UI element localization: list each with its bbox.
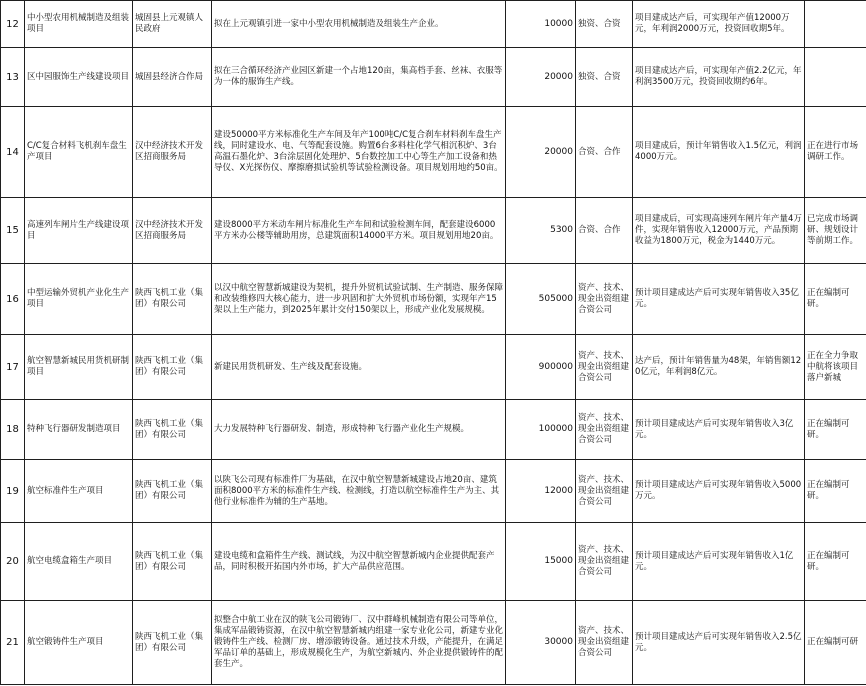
table-row <box>1 198 866 264</box>
project-content: 拟整合中航工业在汉的陕飞公司锻铸厂、汉中群峰机械制造有限公司等单位，集成军品锻铸资源，在汉中航空智慧新城内组建一家专业化公司，新建专业化锻铸件生产线、检测厂房、增添锻铸设备。通过技术升级，产能提升，在满足军品订单的基础上，形成规模化生产，为航空新城内、外企业提供锻铸件的配套生产。 <box>212 601 506 685</box>
progress-status <box>805 1 866 48</box>
table-row <box>1 48 866 107</box>
cooperation-mode: 独资、合资 <box>576 1 633 48</box>
cooperation-mode: 资产、技术、现金出资组建合资公司 <box>576 523 633 601</box>
table-row <box>1 460 866 523</box>
expected-benefit: 预计项目建成达产后可实现年销售收入35亿元。 <box>633 264 805 335</box>
progress-status: 正在编制可研。 <box>805 264 866 335</box>
expected-benefit: 预计项目建成达产后可实现年销售收入3亿元。 <box>633 400 805 460</box>
project-content: 拟在三合循环经济产业园区新建一个占地120亩，集高档手套、丝袜、衣服等为一体的服饰生产线。 <box>212 48 506 107</box>
project-name: 航空标准件生产项目 <box>25 460 133 523</box>
cooperation-mode: 资产、技术、现金出资组建合资公司 <box>576 400 633 460</box>
investment-amount: 20000 <box>506 48 576 107</box>
cooperation-mode: 资产、技术、现金出资组建合资公司 <box>576 460 633 523</box>
expected-benefit: 预计项目建成达产后可实现年销售收入2.5亿元。 <box>633 601 805 685</box>
expected-benefit: 达产后，预计年销售量为48架，年销售额120亿元，年利润8亿元。 <box>633 335 805 400</box>
cooperation-mode: 合资、合作 <box>576 107 633 198</box>
investment-amount: 5300 <box>506 198 576 264</box>
project-name: 中型运输外贸机产业化生产项目 <box>25 264 133 335</box>
responsible-unit: 城固县上元观镇人民政府 <box>133 1 212 48</box>
responsible-unit: 城固县经济合作局 <box>133 48 212 107</box>
table-row <box>1 1 866 48</box>
row-number: 21 <box>1 601 25 685</box>
progress-status: 正在编制可研。 <box>805 400 866 460</box>
cooperation-mode: 合资、合作 <box>576 198 633 264</box>
table-row <box>1 107 866 198</box>
project-name: 中小型农用机械制造及组装项目 <box>25 1 133 48</box>
project-content: 以陕飞公司现有标准件厂为基础，在汉中航空智慧新城建设占地20亩、建筑面积8000平方米的标准件生产线、检测线，打造以航空标准件生产为主、其他行业标准件为辅的生产基地。 <box>212 460 506 523</box>
progress-status: 正在进行市场调研工作。 <box>805 107 866 198</box>
progress-status <box>805 48 866 107</box>
row-number: 13 <box>1 48 25 107</box>
row-number: 15 <box>1 198 25 264</box>
project-content: 以汉中航空智慧新城建设为契机，提升外贸机试验试制、生产制造、服务保障和改装维修四大核心能力，进一步巩固和扩大外贸机市场份额，实现年产15架以上生产能力，到2025年累计交付150架以上，形成产业化发展规模。 <box>212 264 506 335</box>
expected-benefit: 项目建成后，预计年销售收入1.5亿元，利润4000万元。 <box>633 107 805 198</box>
project-name: 航空智慧新城民用货机研制项目 <box>25 335 133 400</box>
expected-benefit: 预计项目建成达产后可实现年销售收入1亿元。 <box>633 523 805 601</box>
progress-status: 正在编制可研。 <box>805 523 866 601</box>
cooperation-mode: 资产、技术、现金出资组建合资公司 <box>576 601 633 685</box>
project-name: 区中园服饰生产线建设项目 <box>25 48 133 107</box>
row-number: 20 <box>1 523 25 601</box>
responsible-unit: 陕西飞机工业（集团）有限公司 <box>133 264 212 335</box>
progress-status: 正在全力争取中航将该项目落户新城 <box>805 335 866 400</box>
project-content: 建设8000平方米动车闸片标准化生产车间和试验检测车间，配套建设6000平方米办公楼等辅助用房，总建筑面积14000平方米。项目规划用地20亩。 <box>212 198 506 264</box>
expected-benefit: 预计项目建成达产后可实现年销售收入5000万元。 <box>633 460 805 523</box>
project-content: 建设50000平方米标准化生产车间及年产100吨C/C复合刹车材料刹车盘生产线，同时建设水、电、气等配套设施。购置6台多料柱化学气相沉积炉、3台高温石墨化炉、3台涂层固化处理炉、5台数控加工中心等生产加工设备和热导仪、X光探伤仪、摩擦磨损试验机等试验检测设备。项目规划用地约50亩。 <box>212 107 506 198</box>
table-row <box>1 400 866 460</box>
responsible-unit: 汉中经济技术开发区招商服务局 <box>133 198 212 264</box>
investment-amount: 12000 <box>506 460 576 523</box>
row-number: 12 <box>1 1 25 48</box>
progress-status: 正在编制可研。 <box>805 460 866 523</box>
expected-benefit: 项目建成达产后，可实现年产值2.2亿元，年利润3500万元，投资回收期约6年。 <box>633 48 805 107</box>
responsible-unit: 陕西飞机工业（集团）有限公司 <box>133 335 212 400</box>
project-content: 拟在上元观镇引进一家中小型农用机械制造及组装生产企业。 <box>212 1 506 48</box>
cooperation-mode: 资产、技术、现金出资组建合资公司 <box>576 335 633 400</box>
expected-benefit: 项目建成后，可实现高速列车闸片年产量4万件，实现年销售收入12000万元，产品预期收益为1800万元，税金为1440万元。 <box>633 198 805 264</box>
responsible-unit: 汉中经济技术开发区招商服务局 <box>133 107 212 198</box>
row-number: 19 <box>1 460 25 523</box>
table-row <box>1 523 866 601</box>
progress-status: 正在编制可研 <box>805 601 866 685</box>
row-number: 14 <box>1 107 25 198</box>
project-content: 大力发展特种飞行器研发、制造，形成特种飞行器产业化生产规模。 <box>212 400 506 460</box>
project-content: 新建民用货机研发、生产线及配套设施。 <box>212 335 506 400</box>
responsible-unit: 陕西飞机工业（集团）有限公司 <box>133 400 212 460</box>
project-name: 高速列车闸片生产线建设项目 <box>25 198 133 264</box>
cooperation-mode: 独资、合资 <box>576 48 633 107</box>
cooperation-mode: 资产、技术、现金出资组建合资公司 <box>576 264 633 335</box>
project-name: 航空锻铸件生产项目 <box>25 601 133 685</box>
project-name: 航空电缆盒箱生产项目 <box>25 523 133 601</box>
table-row <box>1 601 866 685</box>
expected-benefit: 项目建成达产后，可实现年产值12000万元，年利润2000万元，投资回收期5年。 <box>633 1 805 48</box>
project-content: 建设电缆和盒箱件生产线、测试线，为汉中航空智慧新城内企业提供配套产品，同时积极开拓国内外市场，扩大产品供应范围。 <box>212 523 506 601</box>
responsible-unit: 陕西飞机工业（集团）有限公司 <box>133 601 212 685</box>
progress-status: 已完成市场调研、规划设计等前期工作。 <box>805 198 866 264</box>
table-body <box>1 1 866 685</box>
investment-amount: 20000 <box>506 107 576 198</box>
project-name: 特种飞行器研发制造项目 <box>25 400 133 460</box>
table-row <box>1 264 866 335</box>
investment-amount: 30000 <box>506 601 576 685</box>
investment-amount: 505000 <box>506 264 576 335</box>
row-number: 16 <box>1 264 25 335</box>
investment-amount: 100000 <box>506 400 576 460</box>
responsible-unit: 陕西飞机工业（集团）有限公司 <box>133 460 212 523</box>
investment-amount: 10000 <box>506 1 576 48</box>
project-name: C/C复合材料飞机刹车盘生产项目 <box>25 107 133 198</box>
table-row <box>1 335 866 400</box>
row-number: 18 <box>1 400 25 460</box>
responsible-unit: 陕西飞机工业（集团）有限公司 <box>133 523 212 601</box>
investment-amount: 15000 <box>506 523 576 601</box>
investment-amount: 900000 <box>506 335 576 400</box>
row-number: 17 <box>1 335 25 400</box>
